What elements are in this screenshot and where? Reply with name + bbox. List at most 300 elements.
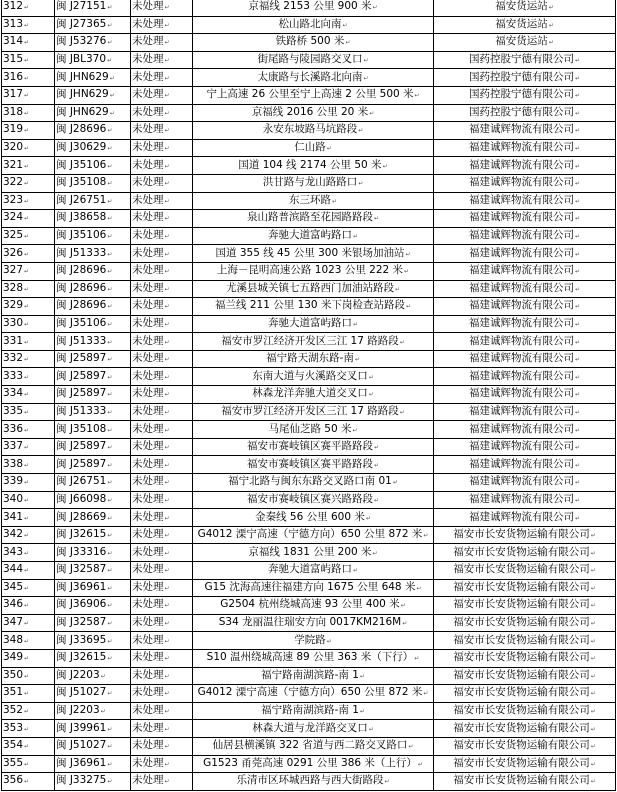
status-cell <box>131 614 193 632</box>
status-cell <box>131 562 193 580</box>
cell-end-mark: ↵ <box>107 496 113 504</box>
plate-number <box>55 614 131 632</box>
status-cell <box>131 16 193 34</box>
plate-number-text: 闽 J51333 <box>56 404 107 417</box>
company-cell <box>434 773 616 791</box>
company-cell-text: 福安市长安货物运输有限公司 <box>453 598 590 611</box>
table-row <box>2 456 616 474</box>
cell-end-mark: ↵ <box>24 39 30 47</box>
status-cell <box>131 720 193 738</box>
status-cell <box>131 245 193 263</box>
cell-end-mark: ↵ <box>164 479 170 487</box>
plate-number-text: 闽 J51027 <box>56 739 107 752</box>
status-cell <box>131 737 193 755</box>
cell-end-mark: ↵ <box>400 602 406 610</box>
company-cell-text: 福安市长安货物运输有限公司 <box>453 756 590 769</box>
table-row <box>2 438 616 456</box>
row-number <box>2 227 55 245</box>
cell-end-mark: ↵ <box>574 74 581 82</box>
status-cell-text: 未处理 <box>132 387 164 400</box>
cell-end-mark: ↵ <box>372 549 378 557</box>
cell-end-mark: ↵ <box>574 180 581 188</box>
status-cell-text: 未处理 <box>132 756 164 769</box>
plate-number-text: 闽 J28696 <box>56 281 107 294</box>
cell-end-mark: ↵ <box>107 373 113 381</box>
cell-end-mark: ↵ <box>24 215 30 223</box>
plate-number-text: 闽 J38658 <box>56 211 107 224</box>
status-cell <box>131 685 193 703</box>
row-number-text: 355 <box>3 756 24 769</box>
status-cell <box>131 491 193 509</box>
status-cell-text: 未处理 <box>132 774 164 787</box>
location-cell-text: 马尾仙芝路 50 米 <box>268 422 352 435</box>
cell-end-mark: ↵ <box>352 320 359 328</box>
status-cell <box>131 51 193 69</box>
plate-number-text: 闽 J66098 <box>56 492 107 505</box>
plate-number-text: 闽 J32587 <box>56 563 107 576</box>
cell-end-mark: ↵ <box>164 690 170 698</box>
row-number <box>2 139 55 157</box>
table-row <box>2 245 616 263</box>
location-cell <box>193 667 434 685</box>
company-cell <box>434 262 616 280</box>
violation-table <box>1 0 616 791</box>
cell-end-mark: ↵ <box>107 391 113 399</box>
row-number-text: 328 <box>3 281 24 294</box>
plate-number-text: 闽 J25897 <box>56 369 107 382</box>
cell-end-mark: ↵ <box>24 514 30 522</box>
status-cell-text: 未处理 <box>132 457 164 470</box>
cell-end-mark: ↵ <box>24 74 30 82</box>
plate-number-text: 闽 J30629 <box>56 141 107 154</box>
plate-number <box>55 245 131 263</box>
status-cell <box>131 122 193 140</box>
cell-end-mark: ↵ <box>24 620 30 628</box>
cell-end-mark: ↵ <box>107 743 113 751</box>
location-cell-text: 福宁路天湖东路-南 <box>266 352 354 365</box>
location-cell <box>193 368 434 386</box>
location-cell <box>193 315 434 333</box>
company-cell-text: 福建诚辉物流有限公司 <box>468 141 574 154</box>
company-cell <box>434 51 616 69</box>
row-number-text: 354 <box>3 739 24 752</box>
cell-end-mark: ↵ <box>363 57 369 65</box>
location-cell-text: 仁山路 <box>294 141 326 154</box>
cell-end-mark: ↵ <box>164 233 170 241</box>
cell-end-mark: ↵ <box>107 602 113 610</box>
status-cell <box>131 139 193 157</box>
status-cell <box>131 262 193 280</box>
location-cell <box>193 262 434 280</box>
table-row <box>2 350 616 368</box>
row-number-text: 332 <box>3 352 24 365</box>
status-cell <box>131 315 193 333</box>
cell-end-mark: ↵ <box>345 39 351 47</box>
plate-number <box>55 157 131 175</box>
plate-number-text: 闽 J51333 <box>56 246 107 259</box>
plate-number-text: 闽 J33316 <box>56 545 107 558</box>
cell-end-mark: ↵ <box>368 725 374 733</box>
company-cell <box>434 245 616 263</box>
cell-end-mark: ↵ <box>107 461 113 469</box>
status-cell-text: 未处理 <box>132 264 164 277</box>
cell-end-mark: ↵ <box>164 180 170 188</box>
plate-number <box>55 315 131 333</box>
location-cell <box>193 0 434 16</box>
plate-number <box>55 632 131 650</box>
plate-number <box>55 526 131 544</box>
status-cell <box>131 649 193 667</box>
location-cell-text: S34 龙丽温往瑞安方向 0017KM216M <box>218 616 402 629</box>
cell-end-mark: ↵ <box>164 444 170 452</box>
company-cell <box>434 562 616 580</box>
cell-end-mark: ↵ <box>107 408 113 416</box>
status-cell <box>131 438 193 456</box>
location-cell <box>193 51 434 69</box>
status-cell-text: 未处理 <box>132 193 164 206</box>
location-cell <box>193 702 434 720</box>
plate-number <box>55 16 131 34</box>
location-cell <box>193 720 434 738</box>
company-cell-text: 福安市长安货物运输有限公司 <box>453 563 590 576</box>
cell-end-mark: ↵ <box>548 39 554 47</box>
row-number <box>2 685 55 703</box>
row-number <box>2 649 55 667</box>
cell-end-mark: ↵ <box>164 197 170 205</box>
row-number-text: 319 <box>3 123 24 136</box>
status-cell-text: 未处理 <box>132 17 164 30</box>
status-cell-text: 未处理 <box>132 545 164 558</box>
table-row <box>2 104 616 122</box>
location-cell-text: 奔驰大道富屿路口 <box>267 229 352 242</box>
status-cell <box>131 597 193 615</box>
company-cell-text: 福安市长安货物运输有限公司 <box>453 704 590 717</box>
company-cell-text: 福建诚辉物流有限公司 <box>468 211 574 224</box>
plate-number-text: 闽 J28696 <box>56 123 107 136</box>
cell-end-mark: ↵ <box>24 109 30 117</box>
cell-end-mark: ↵ <box>164 461 170 469</box>
plate-number-text: 闽 J2203 <box>56 668 100 681</box>
cell-end-mark: ↵ <box>24 57 30 65</box>
status-cell <box>131 157 193 175</box>
row-number <box>2 474 55 492</box>
cell-end-mark: ↵ <box>24 162 30 170</box>
company-cell <box>434 386 616 404</box>
cell-end-mark: ↵ <box>164 672 170 680</box>
company-cell-text: 福安市长安货物运输有限公司 <box>453 651 590 664</box>
cell-end-mark: ↵ <box>164 215 170 223</box>
location-cell <box>193 174 434 192</box>
plate-number <box>55 579 131 597</box>
table-row <box>2 280 616 298</box>
status-cell-text: 未处理 <box>132 528 164 541</box>
company-cell <box>434 579 616 597</box>
status-cell-text: 未处理 <box>132 123 164 136</box>
company-cell <box>434 438 616 456</box>
cell-end-mark: ↵ <box>590 637 596 645</box>
row-number-text: 351 <box>3 686 24 699</box>
table-row <box>2 720 616 738</box>
row-number <box>2 773 55 791</box>
cell-end-mark: ↵ <box>408 743 414 751</box>
table-body <box>2 0 616 790</box>
location-cell <box>193 737 434 755</box>
cell-end-mark: ↵ <box>590 725 596 733</box>
company-cell <box>434 139 616 157</box>
row-number <box>2 421 55 439</box>
status-cell-text: 未处理 <box>132 246 164 259</box>
cell-end-mark: ↵ <box>24 197 30 205</box>
row-number <box>2 315 55 333</box>
row-number <box>2 174 55 192</box>
row-number <box>2 526 55 544</box>
company-cell <box>434 403 616 421</box>
status-cell <box>131 509 193 527</box>
location-cell <box>193 403 434 421</box>
status-cell <box>131 227 193 245</box>
cell-end-mark: ↵ <box>416 584 422 592</box>
location-cell-text: 泉山路普滨路至花园路路段 <box>246 211 373 224</box>
company-cell-text: 福安市长安货物运输有限公司 <box>453 774 590 787</box>
location-cell <box>193 614 434 632</box>
plate-number <box>55 0 131 16</box>
row-number <box>2 122 55 140</box>
company-cell-text: 福建诚辉物流有限公司 <box>468 281 574 294</box>
plate-number <box>55 773 131 791</box>
location-cell <box>193 773 434 791</box>
location-cell-text: 东三环路 <box>288 193 331 206</box>
cell-end-mark: ↵ <box>24 127 30 135</box>
status-cell <box>131 773 193 791</box>
cell-end-mark: ↵ <box>574 444 581 452</box>
cell-end-mark: ↵ <box>107 127 113 135</box>
table-row <box>2 755 616 773</box>
location-cell <box>193 562 434 580</box>
status-cell-text: 未处理 <box>132 158 164 171</box>
table-row <box>2 157 616 175</box>
cell-end-mark: ↵ <box>109 92 115 100</box>
row-number <box>2 755 55 773</box>
plate-number <box>55 720 131 738</box>
cell-end-mark: ↵ <box>24 760 30 768</box>
cell-end-mark: ↵ <box>574 127 581 135</box>
plate-number <box>55 474 131 492</box>
status-cell-text: 未处理 <box>132 211 164 224</box>
row-number <box>2 86 55 104</box>
location-cell-text: 永安东坡路马坑路段 <box>262 123 358 136</box>
plate-number-text: 闽 J36961 <box>56 580 107 593</box>
status-cell-text: 未处理 <box>132 35 164 48</box>
plate-number <box>55 702 131 720</box>
cell-end-mark: ↵ <box>24 567 30 575</box>
status-cell <box>131 192 193 210</box>
row-number <box>2 51 55 69</box>
status-cell-text: 未处理 <box>132 281 164 294</box>
status-cell <box>131 350 193 368</box>
location-cell-text: G4012 溧宁高速（宁德方向）650 公里 872 米 <box>197 528 423 541</box>
row-number-text: 333 <box>3 369 24 382</box>
cell-end-mark: ↵ <box>574 479 581 487</box>
cell-end-mark: ↵ <box>164 760 170 768</box>
cell-end-mark: ↵ <box>590 602 596 610</box>
plate-number <box>55 456 131 474</box>
location-cell-text: G2504 杭州绕城高速 93 公里 400 米 <box>220 598 400 611</box>
plate-number <box>55 262 131 280</box>
table-row <box>2 315 616 333</box>
cell-end-mark: ↵ <box>100 708 106 716</box>
row-number-text: 352 <box>3 704 24 717</box>
cell-end-mark: ↵ <box>548 21 554 29</box>
row-number-text: 339 <box>3 475 24 488</box>
cell-end-mark: ↵ <box>164 496 170 504</box>
row-number-text: 350 <box>3 668 24 681</box>
status-cell-text: 未处理 <box>132 369 164 382</box>
row-number <box>2 262 55 280</box>
cell-end-mark: ↵ <box>164 356 170 364</box>
table-row <box>2 632 616 650</box>
status-cell <box>131 421 193 439</box>
location-cell-text: 尤溪县城关镇七五路西门加油站路段 <box>225 281 394 294</box>
cell-end-mark: ↵ <box>164 92 170 100</box>
cell-end-mark: ↵ <box>590 567 596 575</box>
plate-number <box>55 438 131 456</box>
cell-end-mark: ↵ <box>164 584 170 592</box>
company-cell <box>434 192 616 210</box>
plate-number-text: 闽 J51333 <box>56 334 107 347</box>
cell-end-mark: ↵ <box>590 620 596 628</box>
cell-end-mark: ↵ <box>574 303 581 311</box>
cell-end-mark: ↵ <box>164 127 170 135</box>
status-cell <box>131 86 193 104</box>
row-number <box>2 157 55 175</box>
cell-end-mark: ↵ <box>107 637 113 645</box>
status-cell-text: 未处理 <box>132 404 164 417</box>
cell-end-mark: ↵ <box>402 620 408 628</box>
cell-end-mark: ↵ <box>405 303 411 311</box>
company-cell-text: 福建诚辉物流有限公司 <box>468 387 574 400</box>
status-cell-text: 未处理 <box>132 492 164 505</box>
cell-end-mark: ↵ <box>24 408 30 416</box>
cell-end-mark: ↵ <box>164 655 170 663</box>
cell-end-mark: ↵ <box>590 655 596 663</box>
company-cell-text: 福建诚辉物流有限公司 <box>468 123 574 136</box>
company-cell-text: 福建诚辉物流有限公司 <box>468 352 574 365</box>
plate-number <box>55 86 131 104</box>
row-number-text: 327 <box>3 264 24 277</box>
status-cell <box>131 386 193 404</box>
status-cell <box>131 667 193 685</box>
plate-number <box>55 491 131 509</box>
cell-end-mark: ↵ <box>574 461 581 469</box>
location-cell-text: 林森大道与龙洋路交叉口 <box>252 721 368 734</box>
cell-end-mark: ↵ <box>24 92 30 100</box>
cell-end-mark: ↵ <box>574 285 581 293</box>
cell-end-mark: ↵ <box>24 303 30 311</box>
cell-end-mark: ↵ <box>372 4 378 12</box>
plate-number-text: 闽 J28696 <box>56 299 107 312</box>
cell-end-mark: ↵ <box>405 250 411 258</box>
plate-number <box>55 122 131 140</box>
table-row <box>2 421 616 439</box>
status-cell <box>131 632 193 650</box>
company-cell <box>434 86 616 104</box>
cell-end-mark: ↵ <box>548 4 554 12</box>
company-cell <box>434 720 616 738</box>
plate-number <box>55 562 131 580</box>
cell-end-mark: ↵ <box>590 778 596 786</box>
cell-end-mark: ↵ <box>24 4 30 12</box>
plate-number <box>55 104 131 122</box>
location-cell <box>193 210 434 228</box>
cell-end-mark: ↵ <box>164 408 170 416</box>
status-cell-text: 未处理 <box>132 686 164 699</box>
row-number <box>2 104 55 122</box>
cell-end-mark: ↵ <box>107 268 113 276</box>
row-number <box>2 667 55 685</box>
cell-end-mark: ↵ <box>574 233 581 241</box>
cell-end-mark: ↵ <box>392 479 398 487</box>
plate-number <box>55 403 131 421</box>
plate-number-text: 闽 J35106 <box>56 158 107 171</box>
location-cell <box>193 280 434 298</box>
cell-end-mark: ↵ <box>363 74 369 82</box>
location-cell <box>193 491 434 509</box>
plate-number-text: 闽 J36961 <box>56 756 107 769</box>
row-number <box>2 544 55 562</box>
plate-number-text: 闽 J35106 <box>56 229 107 242</box>
cell-end-mark: ↵ <box>109 109 115 117</box>
table-row <box>2 509 616 527</box>
location-cell <box>193 34 434 52</box>
row-number <box>2 34 55 52</box>
location-cell <box>193 632 434 650</box>
cell-end-mark: ↵ <box>590 549 596 557</box>
row-number-text: 320 <box>3 141 24 154</box>
location-cell <box>193 579 434 597</box>
cell-end-mark: ↵ <box>574 92 581 100</box>
status-cell-text: 未处理 <box>132 141 164 154</box>
location-cell-text: 上海－昆明高速公路 1023 公里 222 米 <box>216 264 404 277</box>
row-number-text: 315 <box>3 53 24 66</box>
cell-end-mark: ↵ <box>574 373 581 381</box>
cell-end-mark: ↵ <box>107 778 113 786</box>
plate-number-text: 闽 J27151 <box>56 0 107 13</box>
plate-number-text: 闽 J35108 <box>56 422 107 435</box>
row-number-text: 344 <box>3 563 24 576</box>
status-cell-text: 未处理 <box>132 299 164 312</box>
cell-end-mark: ↵ <box>107 39 113 47</box>
location-cell <box>193 509 434 527</box>
status-cell <box>131 544 193 562</box>
cell-end-mark: ↵ <box>590 743 596 751</box>
company-cell <box>434 69 616 87</box>
plate-number <box>55 139 131 157</box>
table-row <box>2 544 616 562</box>
table-row <box>2 16 616 34</box>
plate-number <box>55 350 131 368</box>
cell-end-mark: ↵ <box>107 303 113 311</box>
cell-end-mark: ↵ <box>574 215 581 223</box>
table-row <box>2 34 616 52</box>
cell-end-mark: ↵ <box>107 4 113 12</box>
company-cell <box>434 456 616 474</box>
cell-end-mark: ↵ <box>164 620 170 628</box>
status-cell-text: 未处理 <box>132 422 164 435</box>
location-cell <box>193 685 434 703</box>
cell-end-mark: ↵ <box>164 725 170 733</box>
plate-number <box>55 421 131 439</box>
location-cell-text: 松山路北向南 <box>278 17 342 30</box>
